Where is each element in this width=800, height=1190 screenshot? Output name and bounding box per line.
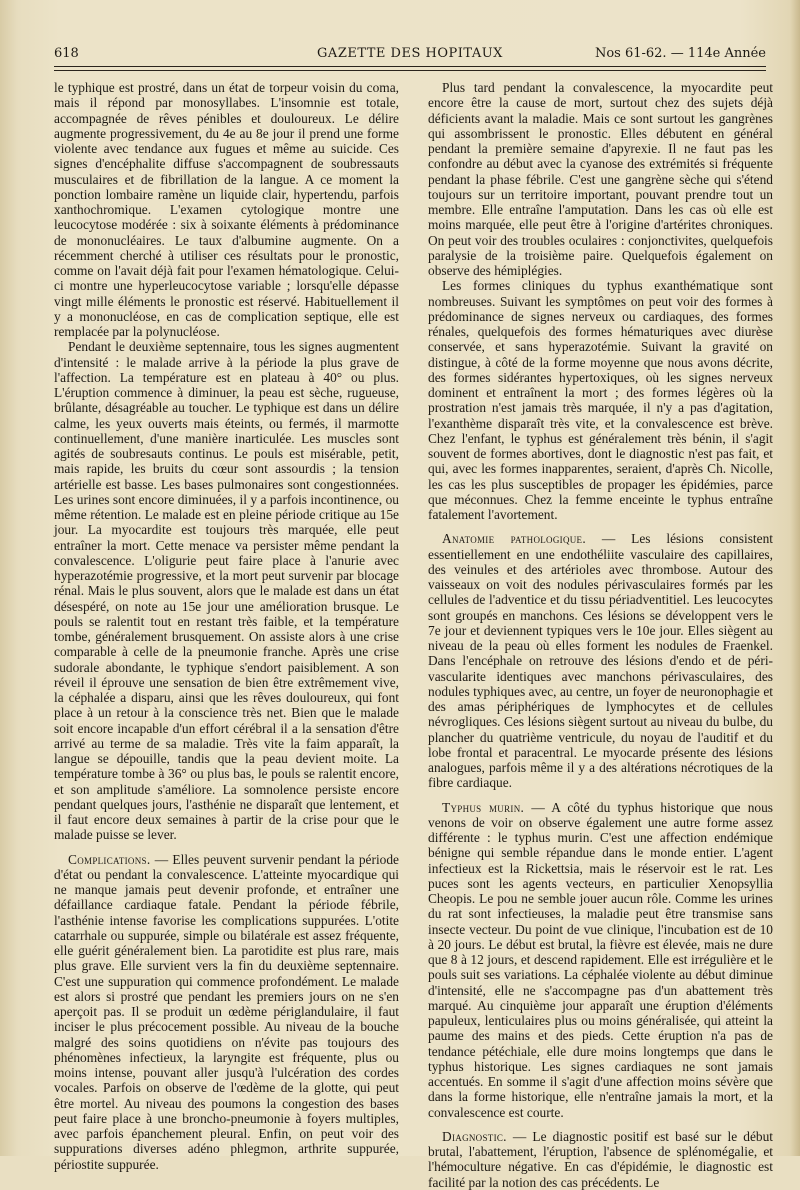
header-rule-bottom <box>54 70 766 71</box>
paragraph-typhus-torpor: le typhique est prostré, dans un état de torpeur voisin du coma, mais il répond par monosyllabes. L'insomnie est totale, accompagnée de rêves pénibles et douloureux. Le délire augmente progressivement, du 4e au 8e jour il prend une forme violente avec tendance aux fugues et même au suicide. Ces signes d'encéphalite diffuse s'accompagnent de soubressauts musculaires et de fibrillation de la langue. A ce moment la ponction lombaire ramène un liquide clair, hypertendu, parfois xanthochromique. L'examen cytologique montre une leucocytose modérée : six à soixante éléments à prédominance de mononucléaires. Le taux d'albumine augmente. On a récemment cherché à utiliser ces résultats pour le pronostic, comme on l'avait déjà fait pour l'examen hématologique. Celui-ci montre une hyperleucocytose variable ; lorsqu'elle dépasse vingt mille éléments le pronostic est réservé. Habituellement il y a mononucléose, en cas de complication septique, elle est remplacée par la polynucléose. <box>54 80 399 339</box>
page-header <box>54 46 766 66</box>
paragraph-murine-typhus <box>428 800 773 1120</box>
right-column <box>428 80 773 1190</box>
paragraph-convalescence: Plus tard pendant la convalescence, la myocardite peut encore être la cause de mort, surtout chez des sujets déjà déficients avant la maladie. Mais ce sont surtout les gangrènes qui assombrissent le pronostic. Elles débutent en général pendant la première semaine d'apyrexie. Il ne faut pas les confondre au début avec la cyanose des extrémités si fréquente pendant la phase fébrile. C'est une gangrène sèche qui s'étend toujours sur un territoire important, pouvant prendre tout un membre. Elle entraîne l'amputation. Dans les cas où elle est moins marquée, elle peut être à l'origine d'artérites chroniques. On peut voir des troubles oculaires : conjonctivites, quelquefois paralysie de la troisième paire. Quelquefois également on observe des hémiplégies. <box>428 80 773 278</box>
section-heading-complications: Complications. <box>68 851 151 867</box>
murine-typhus-text: — A côté du typhus historique que nous venons de voir on observe également une autre forme assez différente : le typhus murin. C'est une affection endémique bénigne qui semble répandue dans le monde entier. L'agent infectieux est la Rickettsia, mais le réservoir est le rat. Les puces sont les agents vecteurs, en particulier Xenopsyllia Cheopis. Le pou ne semble jouer aucun rôle. Comme les urines du rat sont infectieuses, la maladie peut être transmise sans insecte vecteur. Du point de vue clinique, l'incubation est de 10 à 20 jours. Le début est brutal, la fièvre est élevée, mais ne dure que 8 à 12 jours, et descend rapidement. Elle est irrégulière et le pouls suit ses variations. La céphalée violente au début diminue d'intensité, elle ne s'accompagne pas d'un abattement très marqué. Au cinquième jour apparaît une éruption d'éléments papuleux, lenticulaires plus ou moins généralisée, qui atteint la paume des mains et des pieds. Cette éruption n'a pas de tendance pétéchiale, elle dure moins longtemps que dans le typhus historique. Les signes cardiaques ne sont jamais accentués. En somme il s'agit d'une affection moins sévère que dans la forme historique, elle n'entraîne jamais la mort, et la convalescence est courte. <box>428 799 773 1120</box>
section-heading-pathology: Anatomie pathologique. <box>442 531 586 547</box>
section-heading-diagnosis: Diagnostic. <box>442 1128 507 1144</box>
paragraph-diagnosis <box>428 1129 773 1190</box>
paragraph-pathology <box>428 531 773 790</box>
paragraph-clinical-forms: Les formes cliniques du typhus exanthématique sont nombreuses. Suivant les symptômes on peut voir des formes à prédominance de signes nerveux ou cardiaques, des formes rénales, quelquefois des formes hématuriques avec diurèse conservée, et sans hyperazotémie. Suivant la gravité on distingue, à côté de la forme moyenne que nous avons décrite, des formes sidérantes hypertoxiques, où les signes nerveux dominent et entraînent la mort ; des formes légères où la prostration n'est jamais très marquée, il n'y a pas d'agitation, l'exanthème disparaît très vite, et la convalescence est brève. Chez l'enfant, le typhus est généralement très bénin, il s'agit souvent de formes abortives, dont le diagnostic n'est pas fait, et qui, avec les formes inapparentes, seraient, d'après Ch. Nicolle, les cas les plus susceptibles de propager les épidémies, parce que méconnues. Chez la femme enceinte le typhus entraîne fatalement l'avortement. <box>428 278 773 522</box>
diagnosis-text: — Le diagnostic positif est basé sur le début brutal, l'abattement, l'éruption, l'absence de splénomégalie, et l'hémoculture négative. En cas d'épidémie, le diagnostic est facilité par la notion des cas précédents. Le <box>428 1128 773 1190</box>
paragraph-second-septennary: Pendant le deuxième septennaire, tous les signes augmentent d'intensité : le malade arrive à la période la plus grave de l'affection. La température est en plateau à 40° ou plus. L'éruption commence à diminuer, la peau est sèche, rugueuse, brûlante, désagréable au toucher. Le typhique est dans un délire calme, les yeux ouverts mais éteints, ou fermés, il marmotte continuellement, d'une manière inarticulée. Les muscles sont agités de soubresauts continus. Le pouls est misérable, petit, mais rapide, les bruits du cœur sont assourdis ; la tension artérielle est basse. Les bases pulmonaires sont congestionnées. Les urines sont encore diminuées, il y a parfois incontinence, ou même rétention. Le malade est en pleine période critique au 15e jour. La myocardite est toujours très marquée, elle peut entraîner la mort. Cette menace va persister même pendant la convalescence. L'oligurie peut faire place à l'anurie avec hyperazotémie progressive, et la mort peut survenir par blocage rénal. Mais le plus souvent, alors que le malade est dans un état désespéré, on note au 15e jour une amélioration brusque. Le pouls se ralentit tout en restant très faible, et la température tombe, généralement brusquement. On assiste alors à une crise comparable à celle de la pneumonie franche. Après une crise sudorale abondante, le typhique s'endort paisiblement. A son réveil il éprouve une sensation de bien être extrêmement vive, la céphalée a disparu, ainsi que les rêves douloureux, qui font place à un retour à la conscience très net. Bien que le malade soit encore incapable d'un effort cérébral il a la sensation d'être arrivé au terme de sa maladie. Très vite la faim apparaît, la langue se dépouille, tandis que la peau devient moite. La température tombe à 36° ou plus bas, le pouls se ralentit encore, et son amplitude s'améliore. La somnolence persiste encore pendant quelques jours, l'asthénie ne disparaît que lentement, et il faut encore deux semaines à partir de la crise pour que le malade puisse se lever. <box>54 339 399 843</box>
section-heading-murine-typhus: Typhus murin. <box>442 799 525 815</box>
left-column <box>54 80 399 1172</box>
pathology-text: — Les lésions consistent essentiellement en une endothéliite vasculaire des capillaires, des veinules et des artérioles avec thrombose. Autour des vaisseaux on voit des nodules périvasculaires formés par les cellules de l'adventice et du tissu périadventitiel. Les leucocytes sont groupés en manchons. Ces lésions se développent vers le 7e jour et deviennent typiques vers le 10e jour. Elles siègent au niveau de la peau où elles forment les nodules de Fraenkel. Dans l'encéphale on retrouve des lésions d'endo et de péri-vascularite identiques avec manchons périvasculaires, des nodules typhiques avec, au centre, un foyer de neuronophagie et des amas périphériques de lymphocytes et de cellules névrogliques. Ces lésions siègent surtout au niveau du bulbe, du plancher du quatrième ventricule, du noyau de l'auditif et du lobe frontal et paracentral. Le myocarde présente des lésions analogues, parfois même il y a des altérations nécrotiques de la fibre cardiaque. <box>428 531 773 791</box>
paragraph-complications <box>54 852 399 1172</box>
header-rule-top <box>54 66 766 67</box>
journal-title: GAZETTE DES HOPITAUX <box>317 46 503 61</box>
issue-number: Nos 61-62. — 114e Année <box>594 46 766 61</box>
page-number: 618 <box>54 46 79 61</box>
complications-text: — Elles peuvent survenir pendant la période d'état ou pendant la convalescence. L'atteinte myocardique qui ne manque jamais peut devenir profonde, et entraîner une défaillance cardiaque fatale. Pendant la période fébrile, l'asthénie intense favorise les complications suppurées. L'otite catarrhale ou suppurée, simple ou bilatérale est assez fréquente, elle guérit généralement bien. La parotidite est plus rare, mais plus grave. Elle survient vers la fin du deuxième septennaire. C'est une suppuration qui commence profondément. Le malade est alors si prostré que pendant les premiers jours on ne s'en aperçoit pas. Il se produit un œdème périglandulaire, il faut inciser le plus précocement possible. Au niveau de la bouche malgré des soins quotidiens on n'évite pas toujours des phénomènes infectieux, la laryngite est fréquente, plus ou moins intense, pouvant aller jusqu'à l'ulcération des cordes vocales. Parfois on observe de l'œdème de la glotte, qui peut être mortel. Au niveau des poumons la congestion des bases peut faire place à une broncho-pneumonie à foyers multiples, avec parfois épanchement pleural. Enfin, on peut voir des suppurations diverses adéno phlegmon, arthrite suppurée, périostite suppurée. <box>54 851 399 1172</box>
